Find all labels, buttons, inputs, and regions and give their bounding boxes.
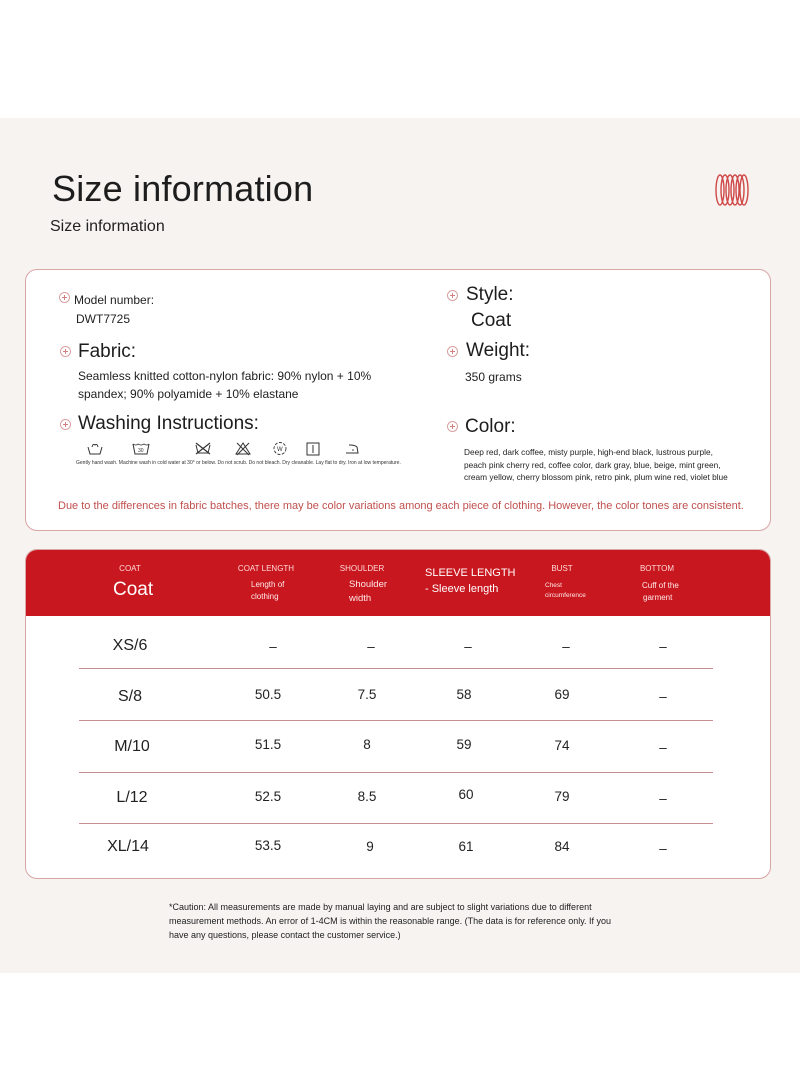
shoulder-cell: –: [367, 639, 375, 654]
color-label: Color:: [465, 416, 516, 437]
fabric-value-line-2: spandex; 90% polyamide + 10% elastane: [78, 387, 299, 401]
caution-line-2: measurement methods. An error of 1-4CM is within the reasonable range. (The data is for reference only. If you: [169, 916, 612, 926]
plus-circle-icon: [59, 292, 70, 303]
color-value-line-1: Deep red, dark coffee, misty purple, high-end black, lustrous purple,: [464, 447, 713, 457]
model-label: Model number:: [74, 293, 155, 307]
col-bust-sub-1: Chest: [545, 582, 562, 589]
page-subtitle: Size information: [50, 218, 165, 235]
bust-cell: 84: [554, 839, 570, 854]
table-header: [26, 550, 771, 616]
row-divider: [79, 720, 713, 721]
dry-clean-icon: [271, 441, 289, 456]
shoulder-cell: 9: [366, 839, 374, 854]
bottom-cell: –: [659, 841, 667, 856]
caution-line-1: *Caution: All measurements are made by manual laying and are subject to slight variations due to different: [169, 902, 592, 912]
washing-label: Washing Instructions:: [78, 413, 259, 434]
size-cell: S/8: [117, 688, 142, 705]
bottom-cell: –: [659, 740, 667, 755]
sleeve-cell: –: [464, 639, 472, 654]
bottom-cell: –: [659, 689, 667, 704]
sleeve-cell: 61: [458, 839, 474, 854]
size-cell: XS/6: [112, 637, 148, 654]
no-bleach-icon: [234, 441, 252, 456]
svg-text:W: W: [277, 447, 283, 453]
iron-low-icon: [343, 441, 361, 456]
plus-circle-icon: [447, 290, 458, 301]
length-cell: –: [269, 639, 277, 654]
fabric-value-line-1: Seamless knitted cotton-nylon fabric: 90% nylon + 10%: [78, 369, 372, 383]
plus-circle-icon: [60, 419, 71, 430]
sleeve-cell: 58: [456, 687, 472, 702]
col-shoulder-sub-1: Shoulder: [349, 579, 388, 590]
size-table: [25, 549, 771, 879]
col-coat-label: COAT: [119, 564, 141, 573]
caution-line-3: have any questions, please contact the customer service.): [169, 930, 401, 940]
style-label: Style:: [466, 284, 514, 305]
col-bottom-sub-2: garment: [643, 593, 673, 602]
bust-cell: 79: [554, 789, 570, 804]
length-cell: 50.5: [254, 687, 282, 702]
page-title: Size information: [52, 168, 314, 209]
col-length-sub-2: clothing: [251, 592, 279, 601]
plus-circle-icon: [447, 346, 458, 357]
bottom-cell: –: [659, 791, 667, 806]
col-coat-title: Coat: [113, 579, 154, 600]
col-bottom-sub-1: Cuff of the: [642, 581, 679, 590]
model-value: DWT7725: [76, 312, 131, 326]
row-divider: [79, 772, 713, 773]
machine-wash-30-icon: [132, 441, 150, 456]
bust-cell: –: [562, 639, 570, 654]
shoulder-cell: 8: [363, 737, 371, 752]
style-value: Coat: [471, 310, 512, 331]
weight-label: Weight:: [466, 340, 531, 361]
bottom-cell: –: [659, 639, 667, 654]
sleeve-cell: 59: [456, 737, 472, 752]
length-cell: 51.5: [254, 737, 282, 752]
size-cell: L/12: [116, 789, 148, 806]
shoulder-cell: 7.5: [357, 687, 377, 702]
col-sleeve-sub: - Sleeve length: [425, 583, 499, 595]
plus-circle-icon: [60, 346, 71, 357]
bust-cell: 69: [554, 687, 570, 702]
col-length-label: COAT LENGTH: [237, 564, 295, 573]
size-cell: XL/14: [107, 838, 149, 855]
length-cell: 52.5: [254, 789, 282, 804]
col-bust-label: BUST: [551, 564, 573, 573]
color-value-line-2: peach pink cherry red, coffee color, dark gray, blue, beige, mint green,: [464, 459, 721, 470]
sleeve-cell: 60: [458, 787, 474, 802]
lay-flat-dry-icon: [304, 441, 322, 456]
col-bust-sub-2: circumference: [545, 592, 586, 599]
svg-text:30: 30: [138, 448, 144, 454]
col-shoulder-sub-2: width: [349, 593, 372, 604]
fabric-label: Fabric:: [78, 341, 137, 362]
col-bottom-label: BOTTOM: [639, 564, 675, 573]
no-scrub-icon: [194, 441, 212, 456]
concentric-rings-icon: [712, 172, 752, 208]
bust-cell: 74: [554, 738, 570, 753]
size-cell: M/10: [114, 738, 150, 755]
caution-note: [169, 900, 639, 942]
col-length-sub-1: Length of: [251, 580, 285, 589]
weight-value: 350 grams: [465, 370, 522, 384]
plus-circle-icon: [447, 421, 458, 432]
col-sleeve-label: SLEEVE LENGTH: [425, 567, 516, 579]
batch-color-note: Due to the differences in fabric batches, there may be color variations among each piece of clothing. However, the color tones are consistent.: [58, 500, 744, 512]
washing-caption: Gently hand wash. Machine wash in cold water at 30° or below. Do not scrub. Do not bleach. Dry cleanable. Lay flat to dry. Iron at low temperature.: [76, 460, 401, 466]
shoulder-cell: 8.5: [357, 789, 377, 804]
color-value-line-3: cream yellow, cherry blossom pink, retro pink, plum wine red, violet blue: [464, 472, 728, 482]
row-divider: [79, 668, 713, 669]
hand-wash-icon: [86, 441, 104, 456]
length-cell: 53.5: [254, 838, 282, 853]
row-divider: [79, 823, 713, 824]
col-shoulder-label: SHOULDER: [339, 564, 385, 573]
